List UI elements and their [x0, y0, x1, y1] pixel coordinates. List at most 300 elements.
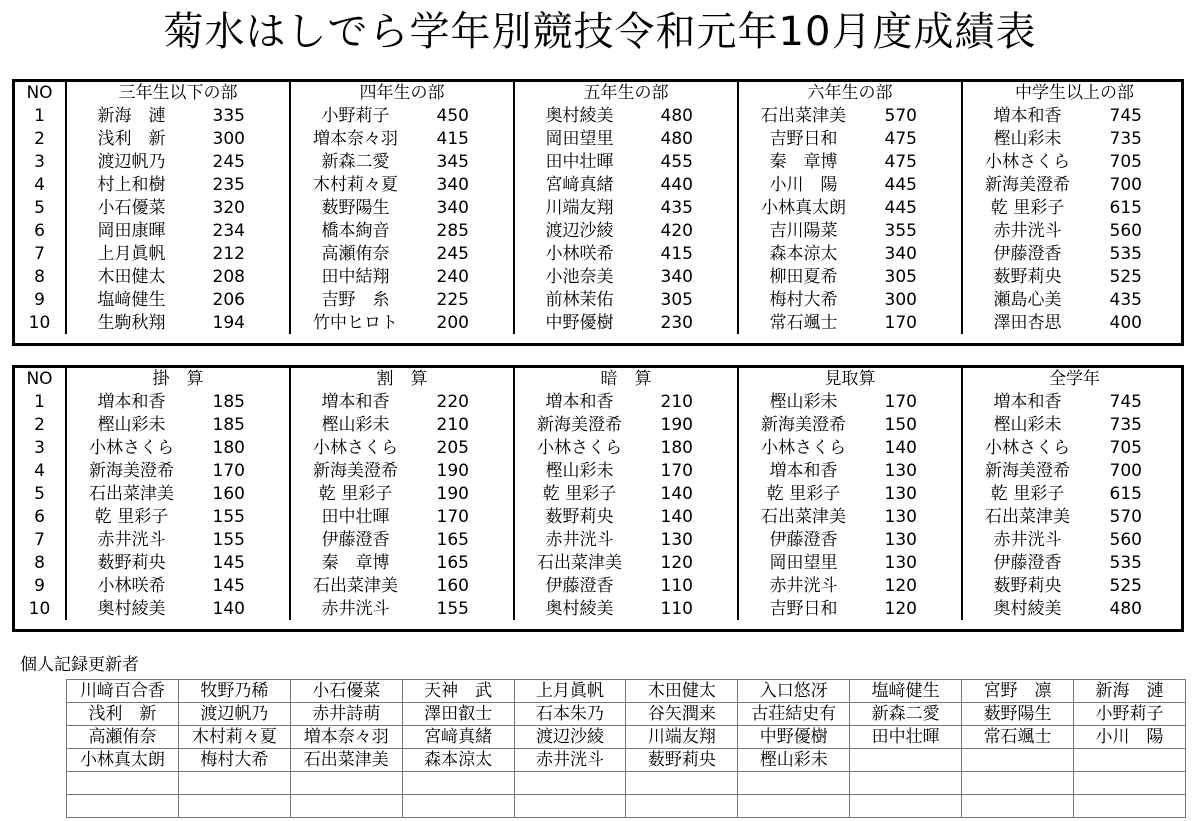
record-cell: 石出菜津美	[290, 749, 402, 772]
rank-cell: 5	[14, 482, 66, 505]
group-header: 全学年	[1049, 368, 1100, 389]
record-cell: 新海 漣	[1074, 680, 1186, 703]
score-cell: 435	[642, 196, 738, 219]
records-label: 個人記録更新者	[20, 655, 139, 675]
score-cell: 210	[642, 390, 738, 413]
name-cell: 橋本絢音	[321, 220, 390, 241]
record-cell	[290, 772, 402, 795]
group-header: 掛 算	[66, 367, 290, 390]
table-row	[14, 173, 1186, 196]
score-cell: 130	[642, 528, 738, 551]
score-cell: 305	[866, 265, 962, 288]
name-cell: 新海美澄希	[761, 414, 846, 435]
name-cell: 小林さくら	[89, 437, 174, 458]
record-cell: 木田健太	[626, 680, 738, 703]
record-cell: 薮野陽生	[962, 703, 1074, 726]
name-cell: 宮﨑真緒	[545, 174, 614, 195]
name-cell: 乾 里彩子	[990, 197, 1065, 218]
name-cell: 伊藤澄香	[545, 575, 614, 596]
name-cell: 樫山彩未	[545, 460, 614, 481]
table-row	[14, 505, 1186, 528]
name-cell: 乾 里彩子	[94, 506, 169, 527]
score-cell: 130	[866, 482, 962, 505]
name-cell: 増本和香	[97, 391, 166, 412]
name-cell: 柳田夏希	[769, 266, 838, 287]
record-cell: 入口悠冴	[738, 680, 850, 703]
score-cell: 208	[194, 265, 290, 288]
score-cell: 700	[1109, 174, 1142, 195]
record-row	[67, 772, 1186, 795]
name-cell: 奥村綾美	[97, 598, 166, 619]
name-cell: 新海美澄希	[537, 414, 622, 435]
name-cell: 新海美澄希	[89, 460, 174, 481]
rank-cell: 1	[14, 104, 66, 127]
score-cell: 440	[642, 173, 738, 196]
rank-cell: 10	[14, 311, 66, 334]
name-cell: 生駒秋翔	[97, 312, 166, 333]
name-cell: 奥村綾美	[545, 105, 614, 126]
score-cell: 475	[866, 127, 962, 150]
record-cell	[290, 795, 402, 818]
score-cell: 435	[1109, 289, 1142, 310]
record-cell: 小林真太朗	[67, 749, 179, 772]
name-cell: 石出菜津美	[761, 506, 846, 527]
score-cell: 705	[1109, 437, 1142, 458]
score-cell: 150	[866, 413, 962, 436]
score-cell: 155	[194, 505, 290, 528]
score-cell: 400	[1109, 312, 1142, 333]
name-cell: 薮野陽生	[321, 197, 390, 218]
score-cell: 155	[194, 528, 290, 551]
name-cell: 村上和樹	[97, 174, 166, 195]
score-cell: 560	[1109, 529, 1142, 550]
record-cell: 浅利 新	[67, 703, 179, 726]
score-cell: 445	[866, 196, 962, 219]
name-cell: 小林さくら	[537, 437, 622, 458]
record-cell: 渡辺沙綾	[514, 726, 626, 749]
name-cell: 森本涼太	[769, 243, 838, 264]
score-cell: 110	[642, 597, 738, 620]
score-cell: 120	[866, 574, 962, 597]
records-table	[66, 679, 1186, 818]
table-row	[14, 127, 1186, 150]
table-row	[14, 219, 1186, 242]
score-cell: 145	[194, 551, 290, 574]
score-cell: 480	[642, 104, 738, 127]
group-header: 四年生の部	[290, 81, 514, 104]
score-cell: 240	[418, 265, 514, 288]
name-cell: 新海 漣	[97, 105, 166, 126]
group-header: 中学生以上の部	[1015, 82, 1134, 103]
no-header: NO	[14, 367, 66, 390]
score-cell: 130	[866, 505, 962, 528]
score-cell: 170	[866, 390, 962, 413]
name-cell: 岡田望里	[769, 552, 838, 573]
score-cell: 140	[642, 505, 738, 528]
name-cell: 小林さくら	[761, 437, 846, 458]
name-cell: 小林咲希	[545, 243, 614, 264]
name-cell: 新森二愛	[321, 151, 390, 172]
record-cell	[514, 795, 626, 818]
record-cell	[850, 795, 962, 818]
name-cell: 増本和香	[321, 391, 390, 412]
rank-cell: 3	[14, 436, 66, 459]
record-cell: 上月眞帆	[514, 680, 626, 703]
score-cell: 245	[194, 150, 290, 173]
name-cell: 澤田杏思	[993, 312, 1062, 333]
table-row	[14, 311, 1186, 334]
record-cell: 薮野莉央	[626, 749, 738, 772]
score-cell: 535	[1109, 243, 1142, 264]
rank-cell: 9	[14, 288, 66, 311]
name-cell: 石出菜津美	[537, 552, 622, 573]
name-cell: 小川 陽	[769, 174, 838, 195]
name-cell: 小野莉子	[321, 105, 390, 126]
record-cell: 澤田叡士	[402, 703, 514, 726]
group-header: 見取算	[738, 367, 962, 390]
score-cell: 480	[642, 127, 738, 150]
record-cell: 田中壮暉	[850, 726, 962, 749]
name-cell: 樫山彩未	[993, 128, 1062, 149]
name-cell: 赤井洸斗	[545, 529, 614, 550]
record-cell: 牧野乃稀	[178, 680, 290, 703]
record-cell: 塩﨑健生	[850, 680, 962, 703]
score-cell: 120	[866, 597, 962, 620]
score-cell: 190	[418, 459, 514, 482]
name-cell: 樫山彩未	[321, 414, 390, 435]
name-cell: 前林茉佑	[545, 289, 614, 310]
table-row	[14, 242, 1186, 265]
table-row	[14, 104, 1186, 127]
group-header: 割 算	[290, 367, 514, 390]
score-cell: 235	[194, 173, 290, 196]
record-cell: 樫山彩未	[738, 749, 850, 772]
record-cell	[178, 795, 290, 818]
score-cell: 200	[418, 311, 514, 334]
name-cell: 伊藤澄香	[993, 552, 1062, 573]
score-cell: 210	[418, 413, 514, 436]
rank-cell: 7	[14, 528, 66, 551]
table-row	[14, 150, 1186, 173]
record-row	[67, 749, 1186, 772]
record-cell: 常石颯士	[962, 726, 1074, 749]
group-header: 六年生の部	[738, 81, 962, 104]
record-cell: 天神 武	[402, 680, 514, 703]
grade-ranking-table	[14, 81, 1186, 334]
score-cell: 450	[418, 104, 514, 127]
record-cell	[626, 772, 738, 795]
rank-cell: 9	[14, 574, 66, 597]
table-row	[14, 482, 1186, 505]
score-cell: 300	[194, 127, 290, 150]
score-cell: 234	[194, 219, 290, 242]
score-cell: 475	[866, 150, 962, 173]
name-cell: 奥村綾美	[993, 598, 1062, 619]
record-cell: 赤井洸斗	[514, 749, 626, 772]
name-cell: 吉野 糸	[321, 289, 390, 310]
name-cell: 赤井洸斗	[769, 575, 838, 596]
name-cell: 樫山彩未	[97, 414, 166, 435]
record-cell: 中野優樹	[738, 726, 850, 749]
record-cell	[67, 795, 179, 818]
score-cell: 140	[866, 436, 962, 459]
rank-cell: 8	[14, 265, 66, 288]
name-cell: 瀬島心美	[993, 289, 1062, 310]
score-cell: 155	[418, 597, 514, 620]
score-cell: 445	[866, 173, 962, 196]
score-cell: 735	[1109, 414, 1142, 435]
table-row	[14, 574, 1186, 597]
name-cell: 伊藤澄香	[321, 529, 390, 550]
name-cell: 赤井洸斗	[993, 529, 1062, 550]
record-cell	[962, 795, 1074, 818]
record-cell	[402, 795, 514, 818]
table-row	[14, 528, 1186, 551]
rank-cell: 6	[14, 219, 66, 242]
record-cell	[850, 772, 962, 795]
name-cell: 石出菜津美	[761, 105, 846, 126]
score-cell: 145	[194, 574, 290, 597]
record-cell	[402, 772, 514, 795]
rank-cell: 10	[14, 597, 66, 620]
score-cell: 340	[418, 196, 514, 219]
score-cell: 340	[642, 265, 738, 288]
group-header: 暗 算	[514, 367, 738, 390]
rank-cell: 2	[14, 413, 66, 436]
record-cell: 川﨑百合香	[67, 680, 179, 703]
record-cell	[67, 772, 179, 795]
score-cell: 180	[194, 436, 290, 459]
name-cell: 岡田望里	[545, 128, 614, 149]
record-cell	[1074, 749, 1186, 772]
name-cell: 常石颯士	[769, 312, 838, 333]
record-cell: 石本朱乃	[514, 703, 626, 726]
table-row	[14, 597, 1186, 620]
table-row	[14, 459, 1186, 482]
score-cell: 735	[1109, 128, 1142, 149]
record-cell: 木村莉々夏	[178, 726, 290, 749]
rank-cell: 5	[14, 196, 66, 219]
name-cell: 伊藤澄香	[769, 529, 838, 550]
score-cell: 170	[642, 459, 738, 482]
name-cell: 秦 章博	[769, 151, 838, 172]
rank-cell: 2	[14, 127, 66, 150]
score-cell: 185	[194, 390, 290, 413]
rank-cell: 3	[14, 150, 66, 173]
record-cell	[962, 749, 1074, 772]
score-cell: 205	[418, 436, 514, 459]
score-cell: 355	[866, 219, 962, 242]
name-cell: 小林さくら	[313, 437, 398, 458]
score-cell: 525	[1109, 575, 1142, 596]
record-cell: 増本奈々羽	[290, 726, 402, 749]
score-cell: 415	[642, 242, 738, 265]
name-cell: 浅利 新	[97, 128, 166, 149]
header-row	[14, 81, 1186, 104]
record-cell	[850, 749, 962, 772]
name-cell: 小林さくら	[985, 437, 1070, 458]
record-row	[67, 726, 1186, 749]
name-cell: 薮野莉央	[993, 266, 1062, 287]
score-cell: 220	[418, 390, 514, 413]
name-cell: 乾 里彩子	[990, 483, 1065, 504]
name-cell: 新海美澄希	[985, 174, 1070, 195]
rank-cell: 7	[14, 242, 66, 265]
name-cell: 中野優樹	[545, 312, 614, 333]
name-cell: 新海美澄希	[313, 460, 398, 481]
name-cell: 梅村大希	[769, 289, 838, 310]
event-ranking-table	[14, 367, 1186, 620]
score-cell: 285	[418, 219, 514, 242]
name-cell: 小石優菜	[97, 197, 166, 218]
name-cell: 田中壮暉	[321, 506, 390, 527]
name-cell: 川端友翔	[545, 197, 614, 218]
name-cell: 石出菜津美	[313, 575, 398, 596]
score-cell: 455	[642, 150, 738, 173]
name-cell: 樫山彩未	[993, 414, 1062, 435]
name-cell: 小池奈美	[545, 266, 614, 287]
record-cell: 谷矢潤来	[626, 703, 738, 726]
table-row	[14, 436, 1186, 459]
rank-cell: 4	[14, 459, 66, 482]
record-cell: 渡辺帆乃	[178, 703, 290, 726]
name-cell: 小林真太朗	[761, 197, 846, 218]
table-row	[14, 390, 1186, 413]
record-cell: 梅村大希	[178, 749, 290, 772]
name-cell: 増本和香	[769, 460, 838, 481]
score-cell: 615	[1109, 483, 1142, 504]
record-cell	[178, 772, 290, 795]
group-header: 三年生以下の部	[66, 81, 290, 104]
name-cell: 薮野莉央	[97, 552, 166, 573]
name-cell: 吉野日和	[769, 598, 838, 619]
score-cell: 480	[1109, 598, 1142, 619]
name-cell: 乾 里彩子	[542, 483, 617, 504]
score-cell: 615	[1109, 197, 1142, 218]
score-cell: 170	[194, 459, 290, 482]
record-row	[67, 795, 1186, 818]
name-cell: 秦 章博	[321, 552, 390, 573]
name-cell: 薮野莉央	[993, 575, 1062, 596]
score-cell: 190	[642, 413, 738, 436]
score-cell: 745	[1109, 105, 1142, 126]
score-cell: 140	[194, 597, 290, 620]
record-cell: 小川 陽	[1074, 726, 1186, 749]
record-row	[67, 703, 1186, 726]
score-cell: 170	[866, 311, 962, 334]
name-cell: 田中結翔	[321, 266, 390, 287]
table-row	[14, 413, 1186, 436]
score-cell: 570	[1109, 506, 1142, 527]
score-cell: 345	[418, 150, 514, 173]
page-title: 菊水はしでら学年別競技令和元年10月度成績表	[163, 9, 1037, 55]
name-cell: 増本和香	[993, 105, 1062, 126]
score-cell: 525	[1109, 266, 1142, 287]
record-cell: 森本涼太	[402, 749, 514, 772]
score-cell: 700	[1109, 460, 1142, 481]
record-cell	[962, 772, 1074, 795]
rank-cell: 4	[14, 173, 66, 196]
score-cell: 245	[418, 242, 514, 265]
score-cell: 190	[418, 482, 514, 505]
name-cell: 赤井洸斗	[97, 529, 166, 550]
table-row	[14, 288, 1186, 311]
score-cell: 170	[418, 505, 514, 528]
name-cell: 新海美澄希	[985, 460, 1070, 481]
name-cell: 木村莉々夏	[313, 174, 398, 195]
score-cell: 230	[642, 311, 738, 334]
header-row	[14, 367, 1186, 390]
record-cell	[1074, 772, 1186, 795]
record-cell	[738, 772, 850, 795]
score-cell: 335	[194, 104, 290, 127]
name-cell: 吉野日和	[769, 128, 838, 149]
score-cell: 420	[642, 219, 738, 242]
rank-cell: 6	[14, 505, 66, 528]
score-cell: 160	[418, 574, 514, 597]
table-row	[14, 196, 1186, 219]
name-cell: 吉川陽菜	[769, 220, 838, 241]
name-cell: 樫山彩未	[769, 391, 838, 412]
name-cell: 上月眞帆	[97, 243, 166, 264]
name-cell: 塩﨑健生	[97, 289, 166, 310]
name-cell: 石出菜津美	[985, 506, 1070, 527]
score-cell: 340	[866, 242, 962, 265]
score-cell: 560	[1109, 220, 1142, 241]
table-row	[14, 551, 1186, 574]
score-cell: 745	[1109, 391, 1142, 412]
name-cell: 赤井洸斗	[993, 220, 1062, 241]
name-cell: 木田健太	[97, 266, 166, 287]
rank-cell: 1	[14, 390, 66, 413]
record-cell: 宮﨑真緒	[402, 726, 514, 749]
name-cell: 乾 里彩子	[318, 483, 393, 504]
score-cell: 130	[866, 459, 962, 482]
name-cell: 竹中ヒロト	[313, 312, 398, 333]
record-cell: 赤井詩萌	[290, 703, 402, 726]
table-row	[14, 265, 1186, 288]
name-cell: 奥村綾美	[545, 598, 614, 619]
record-cell	[1074, 795, 1186, 818]
name-cell: 渡辺帆乃	[97, 151, 166, 172]
record-row	[67, 680, 1186, 703]
name-cell: 増本和香	[993, 391, 1062, 412]
score-cell: 415	[418, 127, 514, 150]
score-cell: 160	[194, 482, 290, 505]
group-header: 五年生の部	[514, 81, 738, 104]
record-cell	[738, 795, 850, 818]
record-cell: 宮野 凛	[962, 680, 1074, 703]
score-cell: 340	[418, 173, 514, 196]
name-cell: 伊藤澄香	[993, 243, 1062, 264]
name-cell: 増本奈々羽	[313, 128, 398, 149]
score-cell: 110	[642, 574, 738, 597]
score-cell: 185	[194, 413, 290, 436]
name-cell: 高瀬侑奈	[321, 243, 390, 264]
name-cell: 岡田康暉	[97, 220, 166, 241]
score-cell: 320	[194, 196, 290, 219]
record-cell: 古荘結史有	[738, 703, 850, 726]
score-cell: 705	[1109, 151, 1142, 172]
name-cell: 渡辺沙綾	[545, 220, 614, 241]
score-cell: 212	[194, 242, 290, 265]
record-cell	[514, 772, 626, 795]
name-cell: 増本和香	[545, 391, 614, 412]
record-cell: 高瀬侑奈	[67, 726, 179, 749]
score-cell: 570	[866, 104, 962, 127]
name-cell: 小林咲希	[97, 575, 166, 596]
score-cell: 535	[1109, 552, 1142, 573]
